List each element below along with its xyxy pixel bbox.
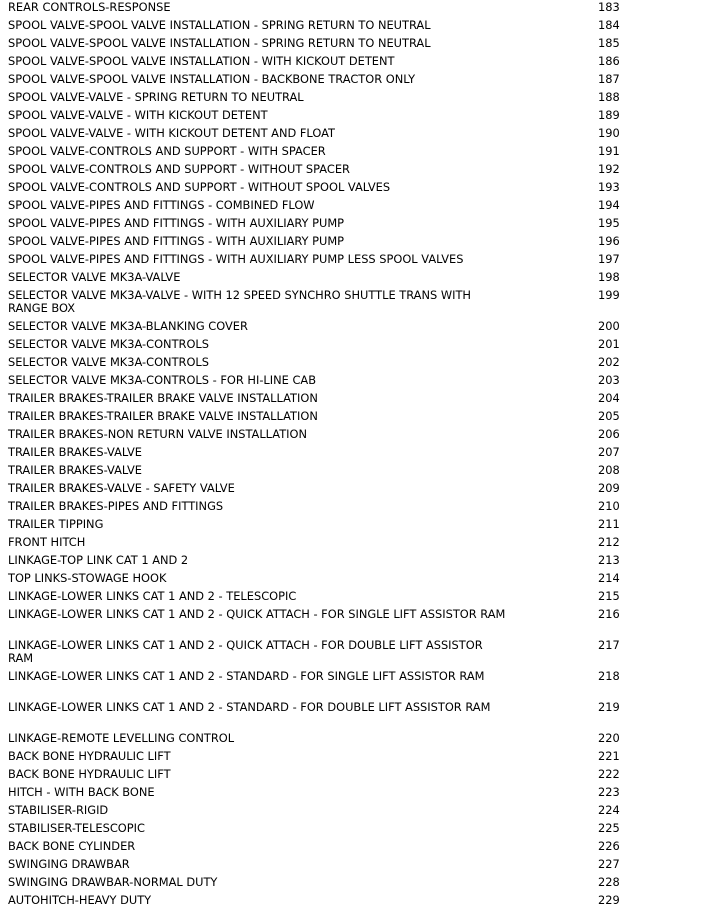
toc-entry-page-number: 201 [598,337,620,351]
toc-entry-title: REAR CONTROLS-RESPONSE [8,0,171,14]
toc-entry-title: LINKAGE-REMOTE LEVELLING CONTROL [8,731,235,745]
toc-entry-title: STABILISER-TELESCOPIC [8,821,145,835]
toc-entry-page-number: 196 [598,234,620,248]
toc-entry-page-number: 187 [598,72,620,86]
toc-entry-title: SPOOL VALVE-PIPES AND FITTINGS - WITH AUXILIARY PUMP [8,216,345,230]
toc-entry-title: BACK BONE CYLINDER [8,839,136,853]
toc-entry-page-number: 204 [598,391,620,405]
toc-entry-page-number: 185 [598,36,620,50]
toc-entry-page-number: 189 [598,108,620,122]
toc-entry[interactable] [0,517,721,535]
toc-entry-title: SPOOL VALVE-SPOOL VALVE INSTALLATION - SPRING RETURN TO NEUTRAL [8,18,431,32]
toc-entry-page-number: 228 [598,875,620,889]
toc-entry-page-number: 192 [598,162,620,176]
toc-entry-page-number: 215 [598,589,620,603]
toc-entry-page-number: 229 [598,893,620,907]
toc-entry[interactable] [0,319,721,337]
toc-entry-page-number: 186 [598,54,620,68]
toc-entry-title: SPOOL VALVE-PIPES AND FITTINGS - COMBINED FLOW [8,198,315,212]
toc-entry[interactable] [0,463,721,481]
toc-entry-page-number: 210 [598,499,620,513]
toc-entry-title: SPOOL VALVE-CONTROLS AND SUPPORT - WITH SPACER [8,144,326,158]
toc-entry-page-number: 213 [598,553,620,567]
toc-entry-page-number: 227 [598,857,620,871]
toc-entry-title: SELECTOR VALVE MK3A-VALVE - WITH 12 SPEED SYNCHRO SHUTTLE TRANS WITH RANGE BOX [8,288,471,315]
toc-entry[interactable] [0,216,721,234]
toc-entry[interactable] [0,18,721,36]
toc-entry-page-number: 219 [598,700,620,714]
toc-entry-title: TRAILER BRAKES-TRAILER BRAKE VALVE INSTALLATION [8,409,318,423]
toc-entry-page-number: 220 [598,731,620,745]
toc-entry-title: HITCH - WITH BACK BONE [8,785,155,799]
toc-entry-page-number: 188 [598,90,620,104]
toc-entry[interactable] [0,270,721,288]
toc-entry-title: SPOOL VALVE-CONTROLS AND SUPPORT - WITHOUT SPACER [8,162,350,176]
toc-entry[interactable] [0,821,721,839]
toc-entry-title: TRAILER BRAKES-TRAILER BRAKE VALVE INSTALLATION [8,391,318,405]
toc-entry-title: LINKAGE-LOWER LINKS CAT 1 AND 2 - STANDARD - FOR SINGLE LIFT ASSISTOR RAM [8,669,485,683]
toc-entry[interactable] [0,589,721,607]
toc-entry-page-number: 191 [598,144,620,158]
toc-entry-title: SWINGING DRAWBAR [8,857,130,871]
toc-entry-title: SPOOL VALVE-CONTROLS AND SUPPORT - WITHOUT SPOOL VALVES [8,180,391,194]
toc-entry[interactable] [0,749,721,767]
toc-entry-title: BACK BONE HYDRAULIC LIFT [8,749,171,763]
toc-entry-page-number: 216 [598,607,620,621]
toc-entry[interactable] [0,144,721,162]
toc-entry-page-number: 226 [598,839,620,853]
toc-entry[interactable] [0,409,721,427]
toc-entry-title: TRAILER BRAKES-NON RETURN VALVE INSTALLATION [8,427,307,441]
toc-entry-page-number: 218 [598,669,620,683]
toc-entry[interactable] [0,535,721,553]
toc-entry-title: SPOOL VALVE-VALVE - SPRING RETURN TO NEUTRAL [8,90,304,104]
toc-entry-title: SPOOL VALVE-VALVE - WITH KICKOUT DETENT AND FLOAT [8,126,335,140]
toc-entry[interactable] [0,571,721,589]
toc-entry-page-number: 199 [598,288,620,302]
toc-entry[interactable] [0,803,721,821]
toc-entry-page-number: 203 [598,373,620,387]
toc-entry-page-number: 206 [598,427,620,441]
toc-entry[interactable] [0,767,721,785]
toc-entry[interactable] [0,669,721,700]
toc-entry-title: TRAILER TIPPING [8,517,104,531]
toc-entry[interactable] [0,36,721,54]
toc-entry[interactable] [0,427,721,445]
toc-entry[interactable] [0,893,721,911]
toc-entry-title: LINKAGE-LOWER LINKS CAT 1 AND 2 - QUICK ATTACH - FOR SINGLE LIFT ASSISTOR RAM [8,607,506,621]
toc-entry-title: SPOOL VALVE-SPOOL VALVE INSTALLATION - SPRING RETURN TO NEUTRAL [8,36,431,50]
toc-entry-page-number: 209 [598,481,620,495]
toc-entry[interactable] [0,288,721,319]
toc-entry[interactable] [0,875,721,893]
toc-entry[interactable] [0,0,721,18]
toc-entry-title: SPOOL VALVE-PIPES AND FITTINGS - WITH AUXILIARY PUMP [8,234,345,248]
toc-entry-page-number: 205 [598,409,620,423]
toc-entry-page-number: 212 [598,535,620,549]
toc-entry-page-number: 223 [598,785,620,799]
toc-entry[interactable] [0,72,721,90]
toc-entry-title: SWINGING DRAWBAR-NORMAL DUTY [8,875,218,889]
toc-entry-title: FRONT HITCH [8,535,86,549]
toc-entry-title: TOP LINKS-STOWAGE HOOK [8,571,167,585]
toc-entry-title: SPOOL VALVE-PIPES AND FITTINGS - WITH AUXILIARY PUMP LESS SPOOL VALVES [8,252,464,266]
toc-entry-page-number: 195 [598,216,620,230]
toc-entry-page-number: 214 [598,571,620,585]
toc-entry-page-number: 198 [598,270,620,284]
toc-entry-page-number: 211 [598,517,620,531]
toc-entry[interactable] [0,857,721,875]
toc-entry-title: LINKAGE-LOWER LINKS CAT 1 AND 2 - STANDARD - FOR DOUBLE LIFT ASSISTOR RAM [8,700,491,714]
toc-entry-title: AUTOHITCH-HEAVY DUTY [8,893,152,907]
toc-entry[interactable] [0,337,721,355]
toc-entry-title: TRAILER BRAKES-PIPES AND FITTINGS [8,499,224,513]
toc-entry[interactable] [0,373,721,391]
toc-entry-title: SELECTOR VALVE MK3A-VALVE [8,270,181,284]
toc-entry-title: BACK BONE HYDRAULIC LIFT [8,767,171,781]
toc-entry-title: LINKAGE-LOWER LINKS CAT 1 AND 2 - QUICK ATTACH - FOR DOUBLE LIFT ASSISTOR RAM [8,638,483,665]
toc-entry-page-number: 200 [598,319,620,333]
toc-entry-page-number: 208 [598,463,620,477]
toc-entry[interactable] [0,700,721,731]
toc-entry-title: TRAILER BRAKES-VALVE - SAFETY VALVE [8,481,235,495]
toc-entry-title: SELECTOR VALVE MK3A-BLANKING COVER [8,319,248,333]
toc-entry-page-number: 221 [598,749,620,763]
toc-entry-title: SPOOL VALVE-SPOOL VALVE INSTALLATION - BACKBONE TRACTOR ONLY [8,72,416,86]
toc-entry[interactable] [0,126,721,144]
toc-entry-title: TRAILER BRAKES-VALVE [8,463,142,477]
toc-entry-page-number: 222 [598,767,620,781]
toc-entry-page-number: 183 [598,0,620,14]
toc-entry-page-number: 193 [598,180,620,194]
toc-entry[interactable] [0,638,721,669]
toc-entry[interactable] [0,481,721,499]
toc-entry-title: TRAILER BRAKES-VALVE [8,445,142,459]
toc-entry-page-number: 225 [598,821,620,835]
toc-entry-page-number: 190 [598,126,620,140]
toc-entry[interactable] [0,252,721,270]
toc-entry-title: LINKAGE-TOP LINK CAT 1 AND 2 [8,553,189,567]
toc-entry-page-number: 207 [598,445,620,459]
toc-entry[interactable] [0,234,721,252]
toc-entry-page-number: 217 [598,638,620,652]
toc-entry[interactable] [0,180,721,198]
toc-entry[interactable] [0,785,721,803]
toc-entry[interactable] [0,391,721,409]
toc-entry[interactable] [0,499,721,517]
toc-entry[interactable] [0,54,721,72]
toc-entry-page-number: 202 [598,355,620,369]
toc-entry-title: SELECTOR VALVE MK3A-CONTROLS [8,355,209,369]
toc-entry-title: SPOOL VALVE-SPOOL VALVE INSTALLATION - WITH KICKOUT DETENT [8,54,395,68]
toc-entry[interactable] [0,90,721,108]
toc-entry-title: SELECTOR VALVE MK3A-CONTROLS [8,337,209,351]
toc-entry[interactable] [0,355,721,373]
toc-entry[interactable] [0,839,721,857]
toc-entry[interactable] [0,445,721,463]
toc-entry-page-number: 197 [598,252,620,266]
toc-entry[interactable] [0,162,721,180]
toc-entry[interactable] [0,108,721,126]
toc-entry-title: SPOOL VALVE-VALVE - WITH KICKOUT DETENT [8,108,268,122]
toc-entry-page-number: 224 [598,803,620,817]
toc-entry[interactable] [0,198,721,216]
toc-entry-page-number: 194 [598,198,620,212]
toc-entry[interactable] [0,607,721,638]
toc-entry[interactable] [0,731,721,749]
toc-entry[interactable] [0,553,721,571]
toc-entry-title: STABILISER-RIGID [8,803,109,817]
toc-entry-page-number: 184 [598,18,620,32]
toc-entry-title: LINKAGE-LOWER LINKS CAT 1 AND 2 - TELESCOPIC [8,589,297,603]
toc-entry-title: SELECTOR VALVE MK3A-CONTROLS - FOR HI-LINE CAB [8,373,317,387]
